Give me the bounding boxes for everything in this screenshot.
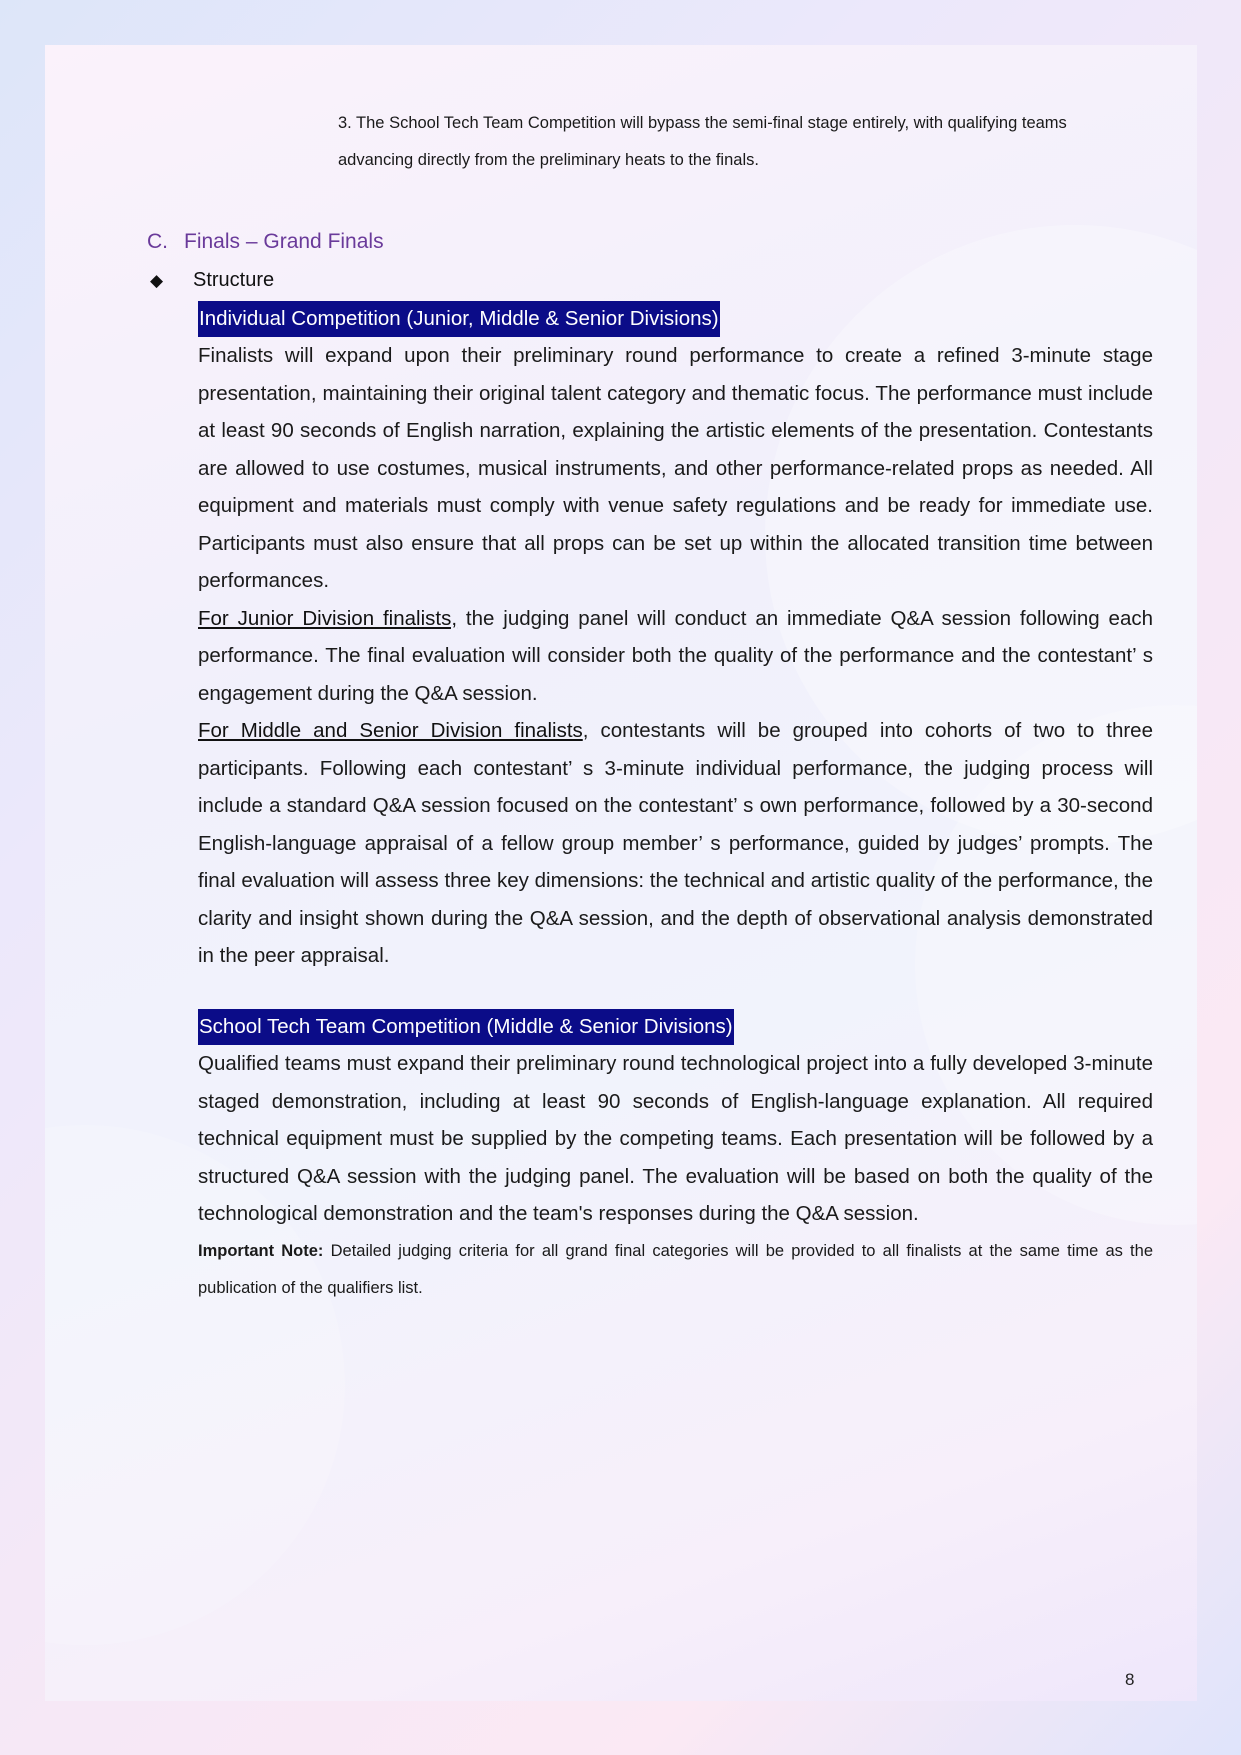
- team-competition-paragraph: Qualified teams must expand their preliminary round technological project into a fully developed 3-minute staged demonstration, including at least 90 seconds of English-language explanation. All required technical equipment must be supplied by the competing teams. Each presentation will be followed by a structured Q&A session with the judging panel. The evaluation will be based on both the quality of the technological demonstration and the team's responses during the Q&A session.: [198, 1052, 1153, 1225]
- individual-competition-block: [198, 301, 1153, 975]
- middle-senior-division-text: , contestants will be grouped into cohorts of two to three participants. Following each contestant’ s 3-minute individual performance, the judging process will include a standard Q&A session focused on the contestant’ s own performance, followed by a 30-second English-language appraisal of a fellow group member’ s performance, guided by judges’ prompts. The final evaluation will assess three key dimensions: the technical and artistic quality of the performance, the clarity and insight shown during the Q&A session, and the depth of observational analysis demonstrated in the peer appraisal.: [198, 719, 1153, 967]
- important-note-text: Detailed judging criteria for all grand final categories will be provided to all finalists at the same time as the publication of the qualifiers list.: [198, 1241, 1153, 1297]
- section-title: Finals – Grand Finals: [184, 230, 384, 253]
- section-number: C.: [147, 230, 168, 253]
- diamond-bullet-icon: ◆: [150, 271, 164, 290]
- middle-senior-division-label: For Middle and Senior Division finalists: [198, 719, 583, 742]
- structure-label: Structure: [193, 269, 275, 291]
- page-sheet: [45, 45, 1197, 1701]
- junior-division-label: For Junior Division finalists,: [198, 606, 458, 630]
- important-note-label: Important Note:: [198, 1241, 324, 1260]
- section-heading: [147, 227, 384, 257]
- top-note: 3. The School Tech Team Competition will bypass the semi-final stage entirely, with qualifying teams advancing directly from the preliminary heats to the finals.: [338, 114, 1067, 169]
- team-competition-heading: School Tech Team Competition (Middle & Senior Divisions): [198, 1009, 734, 1045]
- team-competition-block: [198, 1009, 1153, 1307]
- page-number: 8: [1125, 1670, 1135, 1689]
- important-note: [198, 1233, 1153, 1307]
- junior-division-paragraph: [198, 600, 1153, 713]
- middle-senior-division-paragraph: [198, 712, 1153, 975]
- junior-division-text: the judging panel will conduct an immediate Q&A session following each performance. The final evaluation will consider both the quality of the performance and the contestant’ s engagement during the Q&A session.: [198, 606, 1153, 705]
- structure-bullet: [150, 265, 274, 296]
- individual-intro-paragraph: Finalists will expand upon their preliminary round performance to create a refined 3-minute stage presentation, maintaining their original talent category and thematic focus. The performance must include at least 90 seconds of English narration, explaining the artistic elements of the presentation. Contestants are allowed to use costumes, musical instruments, and other performance-related props as needed. All equipment and materials must comply with venue safety regulations and be ready for immediate use. Participants must also ensure that all props can be set up within the allocated transition time between performances.: [198, 344, 1153, 592]
- page-content: [45, 45, 1197, 1701]
- individual-competition-heading: Individual Competition (Junior, Middle & Senior Divisions): [198, 301, 720, 337]
